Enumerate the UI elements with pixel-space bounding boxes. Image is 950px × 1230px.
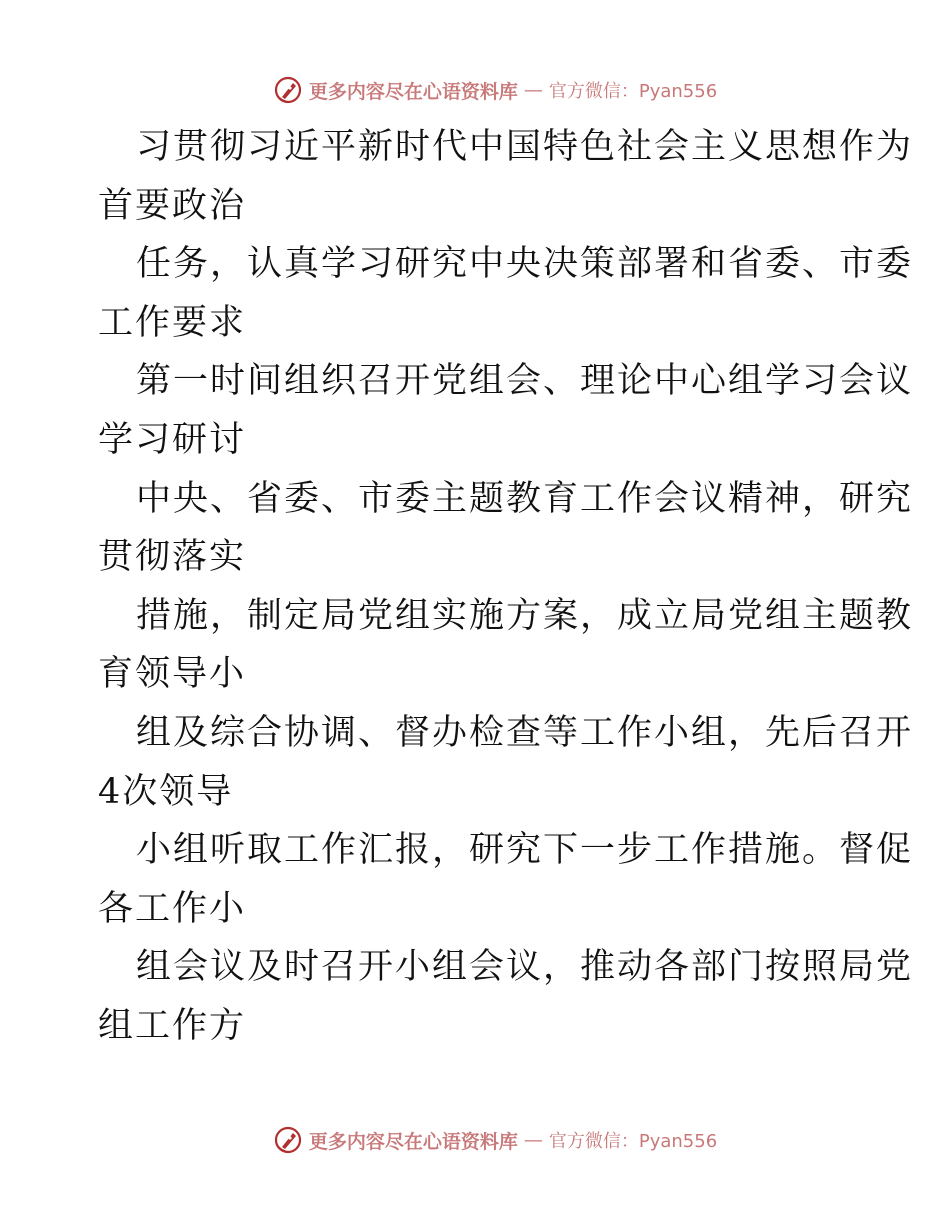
body-line: 各工作小 bbox=[98, 888, 247, 929]
body-line: 4次领导 bbox=[98, 771, 234, 812]
header-banner-inner bbox=[273, 75, 717, 105]
pen-nib-circle-icon bbox=[273, 75, 303, 105]
body-line: 贯彻落实 bbox=[98, 537, 247, 578]
body-line: 任务，认真学习研究中央决策部署和省委、市委 bbox=[136, 244, 914, 285]
footer-wechat-text: 官方微信：Pyan556 bbox=[548, 1131, 718, 1152]
header-site-text: 更多内容尽在心语资料库 bbox=[308, 80, 518, 103]
body-line: 育领导小 bbox=[98, 654, 247, 695]
document-body bbox=[98, 118, 914, 1056]
body-line: 组工作方 bbox=[98, 1005, 247, 1046]
header-wechat-text: 官方微信：Pyan556 bbox=[548, 81, 718, 102]
footer-banner-inner bbox=[273, 1125, 717, 1155]
body-line: 措施，制定局党组实施方案，成立局党组主题教 bbox=[136, 595, 914, 636]
body-line: 第一时间组织召开党组会、理论中心组学习会议 bbox=[136, 361, 914, 402]
body-line: 工作要求 bbox=[98, 302, 247, 343]
body-line: 组会议及时召开小组会议，推动各部门按照局党 bbox=[136, 947, 914, 988]
footer-banner bbox=[0, 1120, 950, 1160]
body-line: 学习研讨 bbox=[98, 419, 247, 460]
header-separator: — bbox=[523, 79, 543, 101]
footer-site-text: 更多内容尽在心语资料库 bbox=[308, 1130, 518, 1153]
body-line: 中央、省委、市委主题教育工作会议精神，研究 bbox=[136, 478, 914, 519]
pen-nib-circle-icon bbox=[273, 1125, 303, 1155]
header-banner bbox=[0, 70, 950, 110]
body-line: 小组听取工作汇报，研究下一步工作措施。督促 bbox=[136, 830, 914, 871]
body-line: 组及综合协调、督办检查等工作小组，先后召开 bbox=[136, 712, 914, 753]
footer-separator: — bbox=[523, 1129, 543, 1151]
body-line: 首要政治 bbox=[98, 185, 247, 226]
body-line: 习贯彻习近平新时代中国特色社会主义思想作为 bbox=[136, 127, 914, 167]
